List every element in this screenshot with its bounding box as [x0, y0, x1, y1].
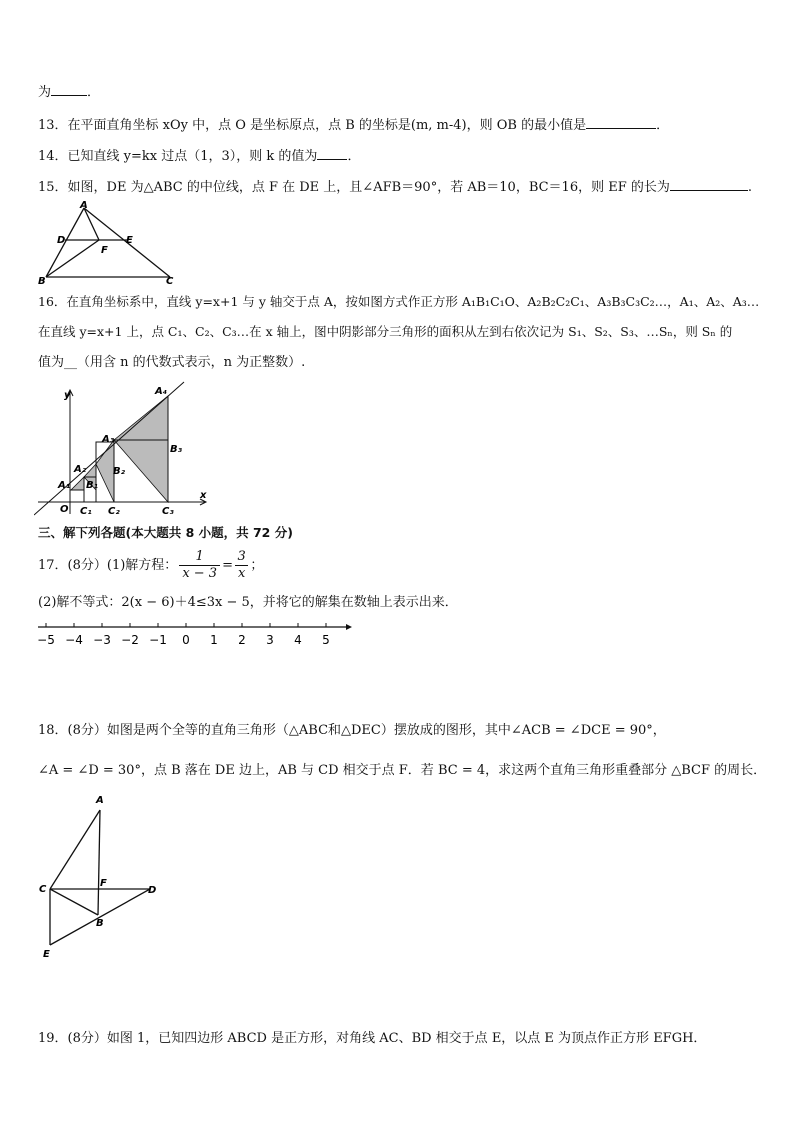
- label-D: D: [148, 885, 157, 896]
- number-line-label: 0: [182, 633, 190, 647]
- number-line-label: −2: [121, 633, 139, 647]
- label-A4: A₄: [155, 386, 168, 397]
- fraction-1-over-x-minus-3: $\frac{1}{x - 3}$: [179, 549, 220, 582]
- question-17-part2: (2)解不等式：2(x − 6)＋4≤3x − 5，并将它的解集在数轴上表示出来．: [38, 595, 458, 610]
- number-line-label: −4: [65, 633, 83, 647]
- q12-tail: 为 ．: [38, 82, 100, 102]
- segment-CB: [50, 889, 98, 915]
- segment-CA: [50, 810, 100, 889]
- label-x: x: [200, 490, 207, 501]
- question-16-line3: 值为__（用含 n 的代数式表示，n 为正整数）.: [38, 355, 306, 370]
- label-y: y: [64, 390, 71, 401]
- label-D: D: [57, 235, 66, 246]
- number-line-label: 5: [322, 633, 330, 647]
- label-B3: B₃: [170, 444, 183, 455]
- q16-squares-figure: [34, 380, 214, 520]
- answer-blank: [670, 177, 748, 191]
- label-C3: C₃: [162, 506, 174, 517]
- label-B1: B₁: [86, 480, 99, 491]
- q15-triangle-figure: [32, 198, 182, 288]
- answer-blank: [51, 82, 87, 96]
- label-A1: A₁: [58, 480, 71, 491]
- label-A: A: [96, 795, 104, 806]
- shaded-triangle-S3: [96, 440, 114, 502]
- question-17-part1: 17．(8分）(1)解方程： $\frac{1}{x - 3}$ = $\frac{3}{x}$ ；: [38, 549, 264, 581]
- segment-BF: [46, 240, 99, 277]
- label-B2: B₂: [113, 466, 126, 477]
- number-line-arrow: [346, 624, 352, 630]
- section-3-heading: 三、解下列各题(本大题共 8 小题，共 72 分): [38, 525, 293, 540]
- number-line-label: 1: [210, 633, 218, 647]
- label-A: A: [80, 200, 88, 211]
- question-18-line2: ∠A = ∠D = 30°，点 B 落在 DE 边上，AB 与 CD 相交于点 F．若 BC = 4，求这两个直角三角形重叠部分 △BCF 的周长．: [38, 763, 767, 778]
- question-13: 13．在平面直角坐标 xOy 中，点 O 是坐标原点，点 B 的坐标是(m, m-4)，则 OB 的最小值是 ．: [38, 115, 669, 135]
- number-line-label: −1: [149, 633, 167, 647]
- label-C1: C₁: [80, 506, 92, 517]
- label-F: F: [100, 878, 107, 889]
- answer-blank: [317, 146, 347, 160]
- q18-triangles-figure: [38, 790, 168, 965]
- segment-AF: [84, 208, 99, 240]
- question-18-line1: 18．(8分）如图是两个全等的直角三角形（△ABC和△DEC）摆放成的图形，其中∠ACB = ∠DCE = 90°，: [38, 723, 666, 738]
- segment-AB: [98, 810, 100, 915]
- question-15: 15．如图，DE 为△ABC 的中位线，点 F 在 DE 上，且∠AFB＝90°，若 AB＝10，BC＝16，则 EF 的长为 .: [38, 177, 752, 197]
- answer-blank: [586, 115, 656, 129]
- label-C2: C₂: [108, 506, 120, 517]
- shaded-triangle-S1: [71, 477, 84, 490]
- number-line-label: −5: [37, 633, 55, 647]
- label-O: O: [60, 504, 69, 515]
- fraction-3-over-x: $\frac{3}{x}$: [235, 549, 248, 582]
- question-14: 14．已知直线 y=kx 过点（1，3），则 k 的值为 ．: [38, 146, 360, 166]
- square-1: [70, 490, 84, 502]
- shaded-triangle-S4: [114, 396, 168, 502]
- label-E: E: [43, 949, 50, 960]
- label-A3: A₃: [102, 434, 115, 445]
- label-B: B: [38, 276, 46, 287]
- label-E: E: [126, 235, 133, 246]
- question-19: 19．(8分）如图 1，已知四边形 ABCD 是正方形，对角线 AC、BD 相交于点 E，以点 E 为顶点作正方形 EFGH．: [38, 1031, 707, 1046]
- label-B: B: [96, 918, 104, 929]
- label-C: C: [39, 884, 47, 895]
- label-A2: A₂: [74, 464, 87, 475]
- number-line: [34, 617, 354, 649]
- label-C: C: [166, 276, 174, 287]
- number-line-label: 4: [294, 633, 302, 647]
- number-line-label: −3: [93, 633, 111, 647]
- label-F: F: [101, 245, 108, 256]
- question-16-line2: 在直线 y=x+1 上，点 C₁、C₂、C₃…在 x 轴上，图中阴影部分三角形的面积从左到右依次记为 S₁、S₂、S₃、…Sₙ，则 Sₙ 的: [38, 324, 733, 339]
- question-16-line1: 16．在直角坐标系中，直线 y=x+1 与 y 轴交于点 A，按如图方式作正方形 A₁B₁C₁O、A₂B₂C₂C₁、A₃B₃C₃C₂…，A₁、A₂、A₃…: [38, 294, 760, 309]
- number-line-label: 3: [266, 633, 274, 647]
- number-line-label: 2: [238, 633, 246, 647]
